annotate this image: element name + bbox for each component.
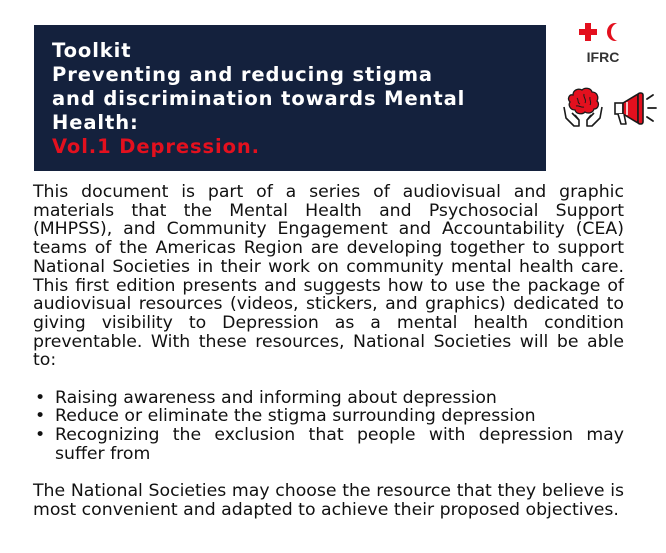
banner-kicker: Toolkit [52,39,132,62]
megaphone-icon [612,88,660,128]
red-crescent-icon [611,23,627,41]
ifrc-logo [570,15,636,71]
red-cross-crescent-icon [570,15,636,49]
banner-title-line-2: and discrimination towards Mental [52,87,466,110]
red-cross-icon [579,23,597,41]
document-body [33,183,624,520]
intro-paragraph: This document is part of a series of audiovisual and graphic materials that the Mental Health and Psychosocial Support (MHPSS), and Community Engagement and Accountability (CEA) teams of the Americas Region are developing together to support National Societies in their work on community mental health care. This first edition presents and suggests how to use the package of audiovisual resources (videos, stickers, and graphics) dedicated to giving visibility to Depression as a mental health condition preventable. With these resources, National Societies will be able to: [33,182,624,371]
banner-volume: Vol.1 Depression. [52,135,260,158]
title-banner [34,25,546,171]
banner-title-line-3: Health: [52,111,139,134]
brain-in-hands-icon [560,85,606,131]
objectives-list [33,389,624,464]
list-item: • Reduce or eliminate the stigma surrounding depression [55,407,624,426]
banner-title-line-1: Preventing and reducing stigma [52,63,433,86]
logo-text: IFRC [586,49,620,65]
list-item: • Raising awareness and informing about depression [55,389,624,408]
list-item: • Recognizing the exclusion that people with depression may suffer from [55,426,624,463]
closing-paragraph: The National Societies may choose the resource that they believe is most convenient and adapted to achieve their proposed objectives. [33,481,624,520]
